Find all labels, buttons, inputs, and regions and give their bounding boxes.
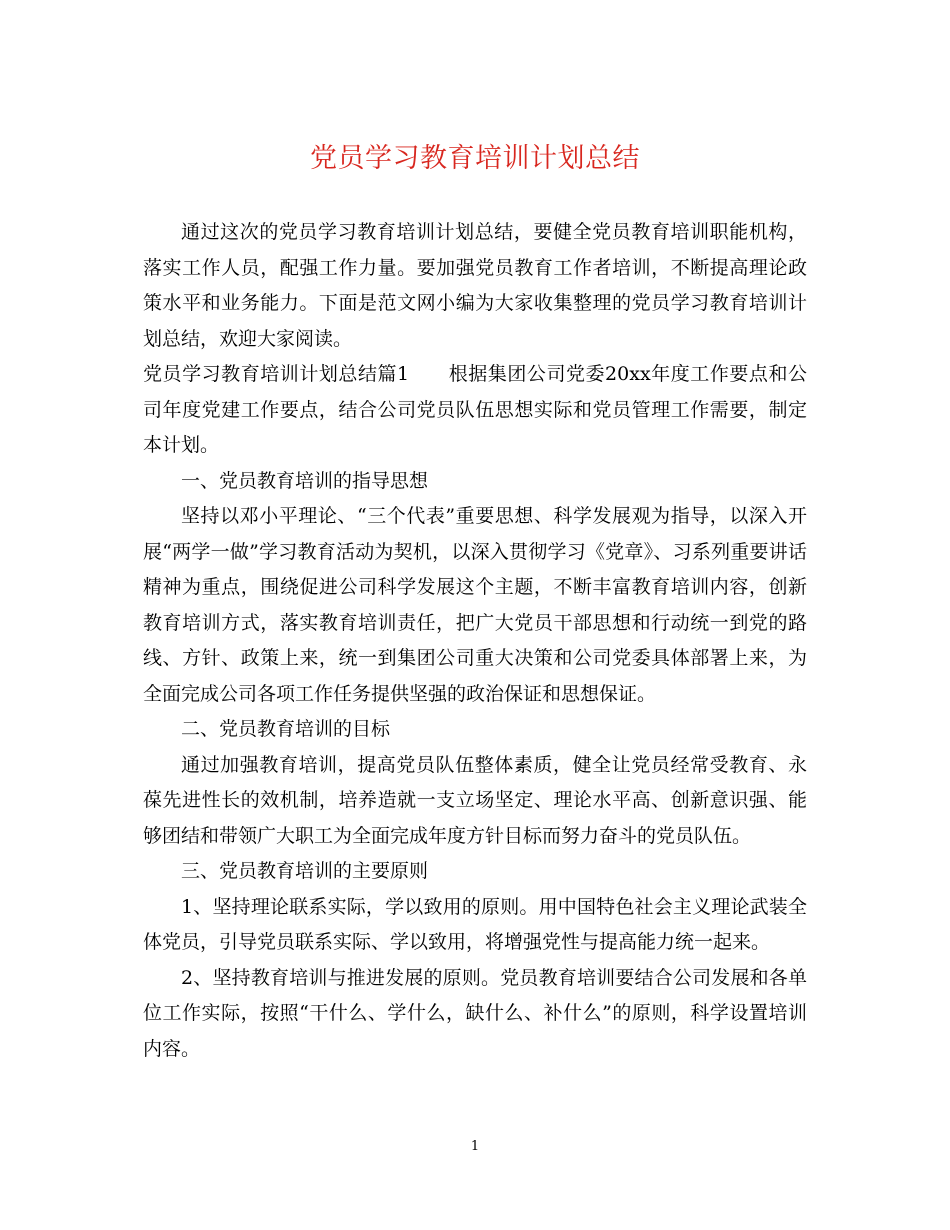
section-heading-goals: 二、党员教育培训的目标 [181, 718, 391, 740]
guiding-ideology-paragraph: 坚持以邓小平理论、“三个代表”重要思想、科学发展观为指导，以深入开展“两学一做”学习教育活动为契机，以深入贯彻学习《党章》、习系列重要讲话精神为重点，围绕促进公司科学发展这个主题，不断丰富教育培训内容，创新教育培训方式，落实教育培训责任，把广大党员干部思想和行动统一到党的路线、方针、政策上来，统一到集团公司重大决策和公司党委具体部署上来，为全面完成公司各项工作任务提供坚强的政治保证和思想保证。 [143, 505, 807, 705]
document-title: 党员学习教育培训计划总结 [310, 143, 640, 174]
plan-intro-paragraph: 党员学习教育培训计划总结篇1 根据集团公司党委20xx年度工作要点和公司年度党建工作要点，结合公司党员队伍思想实际和党员管理工作需要，制定本计划。 [143, 363, 807, 456]
goals-paragraph: 通过加强教育培训，提高党员队伍整体素质，健全让党员经常受教育、永葆先进性长的效机制，培养造就一支立场坚定、理论水平高、创新意识强、能够团结和带领广大职工为全面完成年度方针目标而努力奋斗的党员队伍。 [143, 753, 807, 847]
section-heading-principles: 三、党员教育培训的主要原则 [181, 860, 429, 882]
page-number: 1 [470, 1139, 480, 1154]
document-body [143, 215, 807, 1067]
intro-paragraph: 通过这次的党员学习教育培训计划总结，要健全党员教育培训职能机构，落实工作人员，配强工作力量。要加强党员教育工作者培训，不断提高理论政策水平和业务能力。下面是范文网小编为大家收集整理的党员学习教育培训计划总结，欢迎大家阅读。 [143, 221, 807, 350]
section-heading-guiding-ideology: 一、党员教育培训的指导思想 [181, 469, 429, 492]
principle-2-paragraph: 2、坚持教育培训与推进发展的原则。党员教育培训要结合公司发展和各单位工作实际，按照“干什么、学什么，缺什么、补什么”的原则，科学设置培训内容。 [143, 966, 807, 1060]
principle-1-paragraph: 1、坚持理论联系实际，学以致用的原则。用中国特色社会主义理论武装全体党员，引导党员联系实际、学以致用，将增强党性与提高能力统一起来。 [143, 895, 807, 953]
